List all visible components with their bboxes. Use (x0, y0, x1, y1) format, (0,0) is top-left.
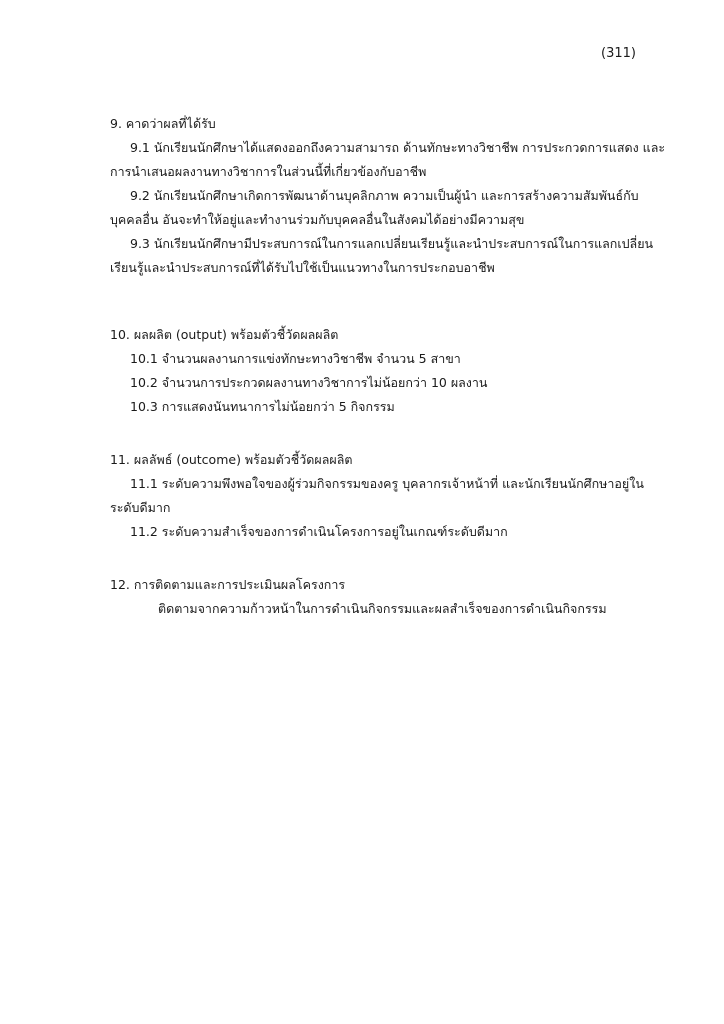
section-monitoring-evaluation (110, 573, 650, 621)
list-item (110, 347, 650, 371)
section-expected-results (110, 112, 666, 280)
section-output-indicators (110, 323, 650, 419)
list-item (110, 136, 666, 184)
paragraph-text: ติดตามจากความก้าวหน้าในการดำเนินกิจกรรมและผลสำเร็จของการดำเนินกิจกรรม (158, 601, 607, 616)
item-line: 11.2 ระดับความสำเร็จของการดำเนินโครงการอยู่ในเกณฑ์ระดับดีมาก (130, 524, 508, 539)
section-heading: 10. ผลผลิต (output) พร้อมตัวชี้วัดผลผลิต (110, 327, 339, 342)
item-line: 11.1 ระดับความพึงพอใจของผู้ร่วมกิจกรรมของครู บุคลากรเจ้าหน้าที่ และนักเรียนนักศึกษาอยู่ใน (130, 476, 644, 491)
list-item (110, 472, 650, 520)
item-line: 10.3 การแสดงนันทนาการไม่น้อยกว่า 5 กิจกรรม (130, 399, 395, 414)
paragraph (110, 597, 650, 621)
list-item (110, 232, 654, 280)
section-heading: 9. คาดว่าผลที่ได้รับ (110, 116, 216, 131)
list-item (110, 395, 650, 419)
page-number: (311) (601, 46, 636, 61)
section-outcome-indicators (110, 448, 650, 544)
item-line: 9.1 นักเรียนนักศึกษาได้แสดงออกถึงความสามารถ ด้านทักษะทางวิชาชีพ การประกวดการแสดง และ (130, 140, 666, 155)
section-heading: 11. ผลลัพธ์ (outcome) พร้อมตัวชี้วัดผลผลิต (110, 452, 353, 467)
item-line: 9.2 นักเรียนนักศึกษาเกิดการพัฒนาด้านบุคลิกภาพ ความเป็นผู้นำ และการสร้างความสัมพันธ์กับ (130, 188, 639, 203)
list-item (110, 520, 650, 544)
item-line: บุคคลอื่น อันจะทำให้อยู่และทำงานร่วมกับบุคคลอื่นในสังคมได้อย่างมีความสุข (110, 212, 525, 227)
item-line: เรียนรู้และนำประสบการณ์ที่ได้รับไปใช้เป็นแนวทางในการประกอบอาชีพ (110, 260, 495, 275)
item-line: 10.1 จำนวนผลงานการแข่งทักษะทางวิชาชีพ จำนวน 5 สาขา (130, 351, 461, 366)
item-line: 10.2 จำนวนการประกวดผลงานทางวิชาการไม่น้อยกว่า 10 ผลงาน (130, 375, 488, 390)
section-heading: 12. การติดตามและการประเมินผลโครงการ (110, 577, 346, 592)
item-line: ระดับดีมาก (110, 500, 171, 515)
list-item (110, 184, 650, 232)
item-line: การนำเสนอผลงานทางวิชาการในส่วนนี้ที่เกี่ยวข้องกับอาชีพ (110, 164, 427, 179)
item-line: 9.3 นักเรียนนักศึกษามีประสบการณ์ในการแลกเปลี่ยนเรียนรู้และนำประสบการณ์ในการแลกเปลี่ยน (130, 236, 654, 251)
list-item (110, 371, 650, 395)
